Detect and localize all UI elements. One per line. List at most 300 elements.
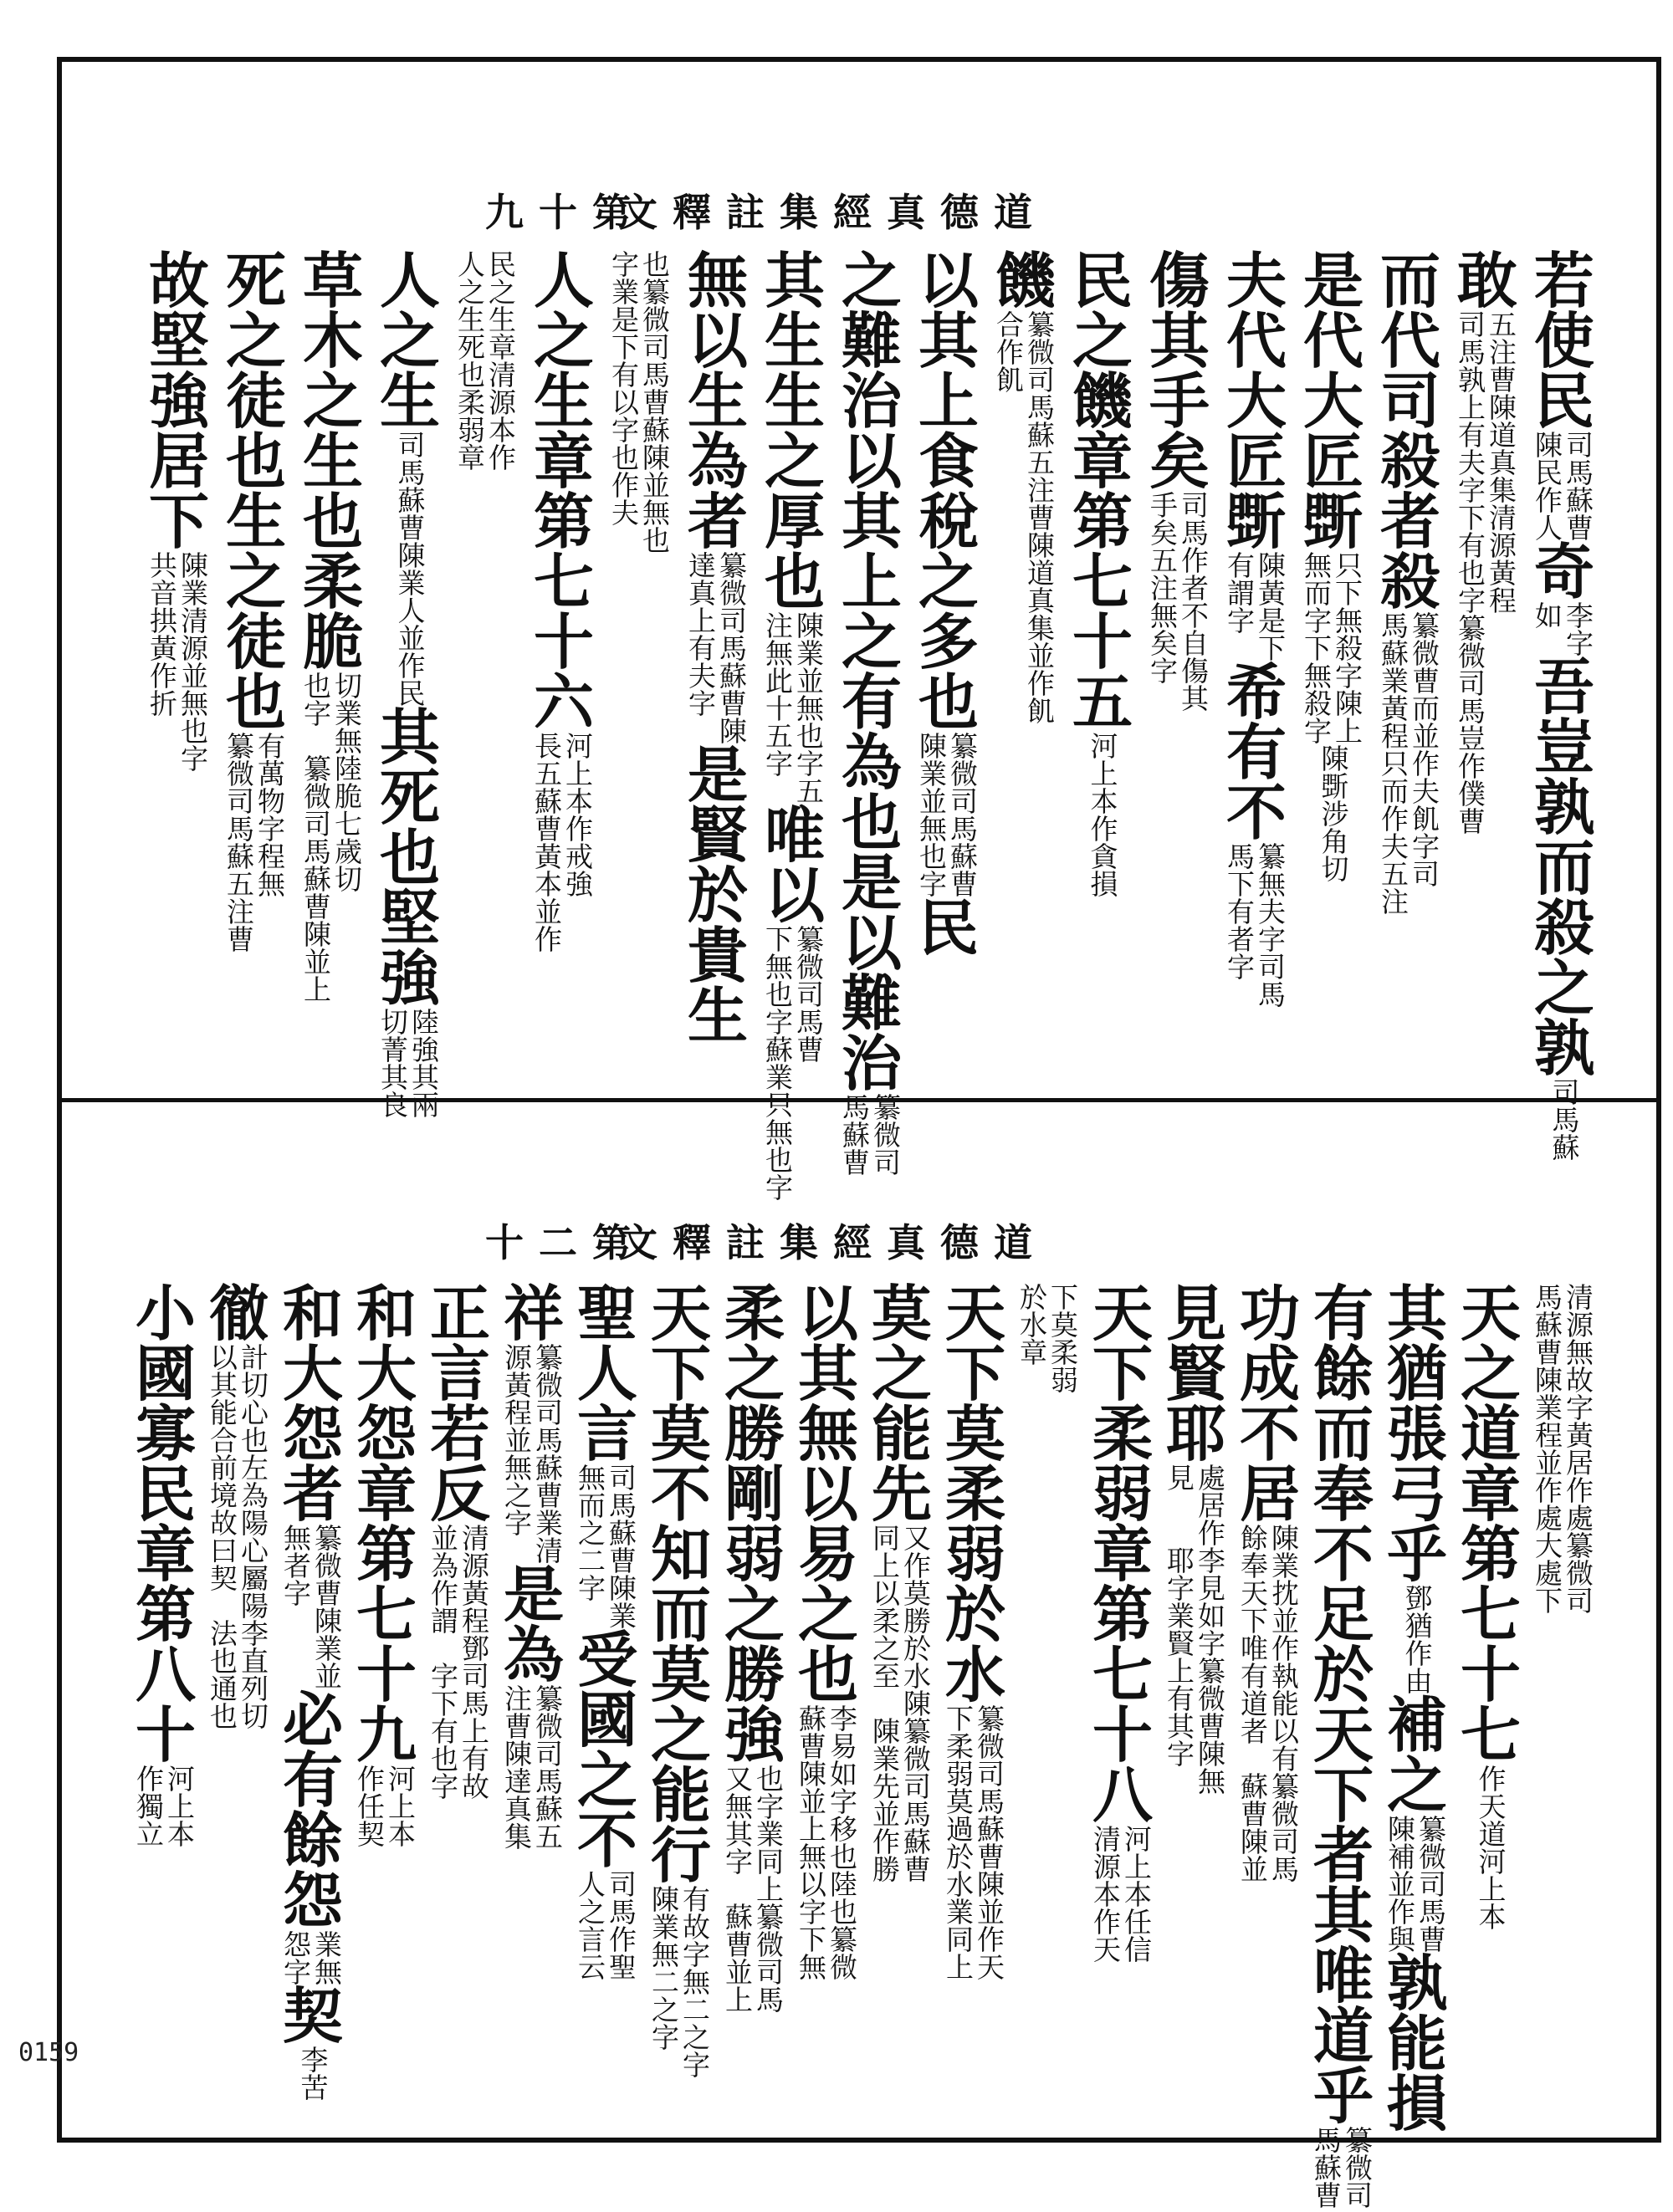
text-column — [992, 245, 1059, 728]
annotation-line — [1241, 1770, 1268, 1886]
annotation-glyph: 河 — [1478, 1846, 1507, 1878]
annotation-glyph: 業 — [1381, 665, 1409, 697]
annotation-glyph: 司 — [1458, 309, 1486, 341]
main-text-glyph: 下 — [1312, 1760, 1374, 1831]
annotation-glyph: 是 — [1258, 605, 1286, 637]
annotation — [1020, 1281, 1078, 1397]
main-text-glyph: 第 — [1072, 486, 1133, 557]
annotation-glyph: 能 — [1271, 1688, 1299, 1720]
annotation-glyph: 黃 — [1489, 557, 1517, 590]
main-text-glyph: 唯 — [764, 799, 825, 871]
annotation-glyph: 業 — [946, 1896, 974, 1928]
main-text-glyph: 脆 — [302, 606, 363, 677]
main-text-glyph: 天 — [1092, 1278, 1153, 1349]
main-text-glyph: 者 — [1379, 486, 1440, 557]
annotation-glyph: 注 — [1489, 336, 1517, 369]
annotation — [150, 549, 208, 775]
annotation-glyph: 柔 — [946, 1730, 974, 1763]
annotation-glyph: 蘇 — [1552, 1132, 1580, 1164]
annotation-glyph: 字 — [765, 1006, 793, 1039]
annotation-glyph: 上 — [946, 1951, 974, 1984]
annotation-glyph: 也 — [919, 840, 947, 873]
annotation-glyph: 兩 — [412, 1089, 439, 1121]
annotation-glyph: 並 — [397, 622, 426, 655]
annotation-glyph: 纂 — [1345, 2124, 1373, 2157]
annotation-line — [756, 1763, 784, 1906]
main-text-glyph: 生 — [225, 486, 286, 557]
annotation-glyph: 源 — [181, 632, 208, 665]
annotation-glyph: 清 — [535, 1535, 563, 1567]
annotation-line — [304, 755, 331, 1004]
annotation-glyph: 本 — [1124, 1878, 1152, 1911]
main-text-glyph: 若 — [429, 1398, 490, 1469]
main-text-glyph: 人 — [533, 245, 594, 316]
annotation-glyph: 下 — [1051, 1281, 1078, 1314]
annotation-glyph: 左 — [241, 1452, 269, 1484]
annotation-glyph: 司 — [304, 808, 331, 840]
annotation-glyph: 殺 — [1335, 632, 1363, 665]
annotation-glyph: 微 — [830, 1951, 857, 1984]
main-text-glyph: 之 — [871, 1338, 932, 1409]
annotation-glyph: 蘇 — [1381, 637, 1409, 670]
annotation-glyph: 七 — [335, 808, 362, 840]
main-text-glyph: 乎 — [1386, 1519, 1447, 1590]
annotation — [872, 1715, 931, 1886]
annotation-glyph: 故 — [210, 1507, 238, 1540]
annotation — [1402, 1582, 1433, 1698]
main-text-glyph: 七 — [356, 1579, 417, 1650]
annotation-glyph: 字 — [830, 1785, 857, 1818]
annotation-glyph: 字 — [1458, 474, 1486, 507]
annotation-glyph: 也 — [458, 359, 485, 391]
annotation-glyph: 上 — [1124, 1851, 1152, 1883]
main-text-glyph: 六 — [533, 667, 594, 738]
main-text-glyph: 行 — [650, 1820, 711, 1891]
annotation-glyph: 也 — [611, 442, 639, 474]
text-column — [868, 1278, 935, 1886]
text-column — [132, 1278, 199, 1851]
annotation-glyph: 大 — [1535, 1530, 1563, 1562]
annotation — [210, 1341, 269, 1622]
main-text-glyph: 為 — [687, 426, 748, 497]
annotation-glyph: 上 — [872, 1550, 900, 1582]
annotation-line — [578, 1868, 606, 1984]
annotation-glyph: 怨 — [284, 1928, 311, 1961]
annotation-glyph: 馬 — [842, 1091, 870, 1124]
annotation-line — [1314, 2124, 1342, 2212]
main-text-glyph: 九 — [356, 1699, 417, 1770]
annotation-glyph: 微 — [756, 1928, 784, 1961]
main-text-glyph: 代 — [1302, 305, 1363, 376]
annotation-glyph: 纂 — [903, 1715, 931, 1748]
annotation-glyph: 有 — [462, 1743, 489, 1775]
annotation — [996, 309, 1055, 728]
annotation-glyph: 曹 — [504, 1710, 532, 1743]
annotation-glyph: 有 — [258, 730, 285, 763]
main-text-glyph: 寡 — [135, 1398, 196, 1469]
annotation-line — [381, 1006, 408, 1121]
annotation-glyph: 纂 — [1566, 1530, 1594, 1562]
annotation-glyph: 生 — [489, 304, 516, 336]
main-text-glyph: 成 — [1239, 1338, 1300, 1409]
annotation-glyph: 作 — [150, 660, 177, 692]
annotation-glyph: 任 — [1124, 1906, 1152, 1939]
text-column — [1384, 1278, 1450, 2139]
main-text-glyph: 豈 — [1533, 712, 1594, 783]
main-text-glyph: 唯 — [1312, 1940, 1374, 2011]
annotation-line — [357, 1763, 385, 1851]
annotation-glyph: 道 — [1489, 419, 1517, 452]
annotation-glyph: 並 — [1027, 640, 1055, 672]
annotation-glyph: 弱 — [1051, 1364, 1078, 1397]
annotation-glyph: 五 — [1381, 858, 1409, 891]
main-text-glyph: 人 — [379, 245, 440, 316]
main-text-glyph: 代 — [1379, 305, 1440, 376]
annotation-line — [397, 429, 426, 710]
text-column — [1310, 1278, 1377, 2212]
main-text-glyph: 七 — [1092, 1639, 1153, 1710]
main-text-glyph: 厚 — [764, 486, 825, 557]
main-text-glyph: 言 — [429, 1338, 490, 1409]
annotation-glyph: 斲 — [1321, 770, 1349, 803]
annotation-glyph: 注 — [1150, 572, 1178, 605]
annotation-glyph: 夫 — [688, 660, 716, 692]
main-text-glyph: 也 — [918, 667, 979, 738]
text-column — [1146, 245, 1213, 715]
main-text-glyph: 七 — [1460, 1579, 1521, 1650]
annotation-glyph: 曹 — [796, 1034, 824, 1066]
annotation-glyph: 作 — [1566, 1474, 1594, 1507]
main-text-glyph: 生 — [302, 426, 363, 497]
main-text-glyph: 不 — [1239, 1398, 1300, 1469]
annotation-glyph: 與 — [1388, 1923, 1415, 1956]
annotation-glyph: 馬 — [304, 835, 331, 868]
annotation-glyph: 作 — [1388, 1896, 1415, 1928]
annotation-glyph: 如 — [1535, 600, 1563, 632]
annotation-glyph: 蘇 — [903, 1826, 931, 1858]
annotation — [504, 1685, 563, 1851]
annotation-glyph: 陳 — [642, 442, 670, 474]
annotation-glyph: 作 — [1404, 1637, 1433, 1670]
annotation-glyph: 苦 — [300, 2072, 329, 2104]
annotation-glyph: 清 — [1566, 1281, 1594, 1314]
annotation-glyph: 折 — [150, 687, 177, 720]
annotation-glyph: 字 — [611, 414, 639, 447]
annotation-line — [210, 1617, 238, 1733]
main-text-glyph: 之 — [841, 606, 902, 677]
annotation-line — [1404, 1582, 1433, 1698]
annotation-glyph: 微 — [642, 304, 670, 336]
main-text-glyph: 奉 — [1312, 1458, 1374, 1530]
annotation-line — [431, 1522, 458, 1663]
annotation-glyph: 有 — [1227, 896, 1255, 928]
annotation-glyph: 以 — [1271, 1715, 1299, 1748]
annotation-glyph: 字 — [796, 748, 824, 780]
main-text-glyph: 之 — [797, 1579, 858, 1650]
annotation-glyph: 作 — [1478, 1763, 1507, 1796]
annotation-glyph: 黃 — [1566, 1419, 1594, 1452]
annotation-glyph: 曹 — [304, 891, 331, 923]
main-text-glyph: 以 — [797, 1458, 858, 1530]
main-text-glyph: 若 — [1533, 245, 1594, 316]
annotation-glyph: 本 — [565, 785, 593, 818]
annotation-glyph: 曹 — [315, 1577, 342, 1610]
main-text-glyph: 能 — [871, 1398, 932, 1469]
annotation-glyph: 清 — [1093, 1823, 1121, 1856]
annotation-glyph: 有 — [688, 632, 716, 665]
annotation-glyph: 河 — [167, 1763, 195, 1796]
annotation-glyph: 之 — [652, 1994, 679, 2026]
main-text-glyph: 其 — [1386, 1278, 1447, 1349]
annotation-glyph: 馬 — [756, 1984, 784, 2016]
annotation-glyph: 微 — [1458, 640, 1486, 672]
annotation-glyph: 賢 — [1167, 1627, 1195, 1660]
annotation-line — [241, 1341, 269, 1622]
annotation-glyph: 河 — [1090, 730, 1118, 763]
main-text-glyph: 堅 — [379, 882, 440, 953]
annotation-glyph: 章 — [1020, 1336, 1047, 1369]
annotation-glyph: 業 — [181, 577, 208, 610]
main-text-glyph: 十 — [356, 1639, 417, 1710]
annotation-line — [1381, 612, 1409, 916]
main-text-glyph: 國 — [576, 1684, 637, 1755]
annotation-glyph: 切 — [241, 1700, 269, 1733]
annotation-glyph: 注 — [504, 1683, 532, 1715]
annotation-glyph: 蘇 — [799, 1703, 826, 1735]
main-text-glyph: 大 — [356, 1338, 417, 1409]
annotation — [304, 670, 362, 758]
main-text-glyph: 希 — [1225, 656, 1287, 728]
annotation-glyph: 民 — [489, 248, 516, 281]
main-text-glyph: 堅 — [148, 305, 209, 376]
annotation-glyph: 陳 — [872, 1715, 900, 1748]
main-text-glyph: 也 — [379, 822, 440, 893]
annotation-glyph: 字 — [919, 868, 947, 901]
annotation-glyph: 之 — [504, 1479, 532, 1512]
annotation-glyph: 也 — [765, 1144, 793, 1177]
annotation-glyph: 業 — [919, 758, 947, 790]
annotation-glyph: 作 — [1535, 484, 1563, 517]
annotation-glyph: 微 — [719, 577, 747, 610]
annotation-glyph: 聖 — [609, 1951, 637, 1984]
annotation-glyph: 曹 — [903, 1853, 931, 1886]
annotation-glyph: 河 — [565, 730, 593, 763]
main-text-glyph: 國 — [135, 1338, 196, 1409]
annotation-glyph: 下 — [611, 331, 639, 364]
annotation-glyph: 司 — [756, 1956, 784, 1989]
annotation-line — [1566, 600, 1594, 660]
annotation-line — [756, 1903, 784, 2014]
annotation-glyph: 纂 — [756, 1901, 784, 1934]
annotation-glyph: 司 — [535, 1738, 563, 1770]
annotation — [688, 549, 747, 748]
annotation — [1381, 612, 1440, 916]
annotation-glyph: 而 — [578, 1489, 606, 1522]
main-text-glyph: 柔 — [944, 1458, 1005, 1530]
annotation-glyph: 信 — [1124, 1934, 1152, 1966]
annotation-line — [1227, 549, 1255, 662]
annotation-line — [181, 549, 208, 775]
main-text-glyph: 必 — [282, 1684, 343, 1755]
annotation-glyph: 十 — [765, 692, 793, 725]
annotation-glyph: 強 — [565, 868, 593, 901]
annotation-glyph: 注 — [765, 610, 793, 642]
annotation-glyph: 源 — [504, 1341, 532, 1374]
annotation-glyph: 弱 — [458, 414, 485, 447]
annotation-line — [1181, 489, 1209, 715]
annotation-glyph: 曹 — [1314, 2179, 1342, 2212]
annotation-glyph: 獨 — [136, 1791, 164, 1823]
main-text-glyph: 生 — [764, 305, 825, 376]
annotation-glyph: 清 — [1489, 502, 1517, 534]
main-text-glyph: 章 — [1460, 1458, 1521, 1530]
main-text-glyph: 難 — [841, 305, 902, 376]
annotation — [1167, 1462, 1225, 1550]
annotation-glyph: 李 — [1198, 1545, 1225, 1577]
main-text-glyph: 聖 — [576, 1278, 637, 1349]
annotation-glyph: 黃 — [1258, 577, 1286, 610]
annotation-glyph: 人 — [397, 595, 426, 627]
annotation-glyph: 有 — [1458, 419, 1486, 452]
annotation-glyph: 集 — [504, 1821, 532, 1853]
text-column — [1223, 245, 1290, 1011]
annotation-glyph: 曹 — [609, 1545, 637, 1577]
annotation-glyph: 其 — [725, 1818, 753, 1851]
annotation — [652, 1883, 710, 2082]
annotation-glyph: 源 — [1566, 1309, 1594, 1341]
annotation-glyph: 切 — [1321, 853, 1349, 886]
annotation-line — [1090, 730, 1118, 901]
annotation-glyph: 云 — [578, 1951, 606, 1984]
annotation-glyph: 源 — [1093, 1851, 1121, 1883]
annotation-glyph: 脆 — [335, 780, 362, 813]
annotation-line — [1167, 1547, 1195, 1796]
main-text-glyph: 是 — [1302, 245, 1363, 316]
annotation-glyph: 心 — [241, 1535, 269, 1567]
annotation-glyph: 而 — [1412, 692, 1440, 725]
annotation-glyph: 蘇 — [765, 1034, 793, 1066]
annotation — [1304, 549, 1363, 748]
main-text-glyph: 五 — [1072, 667, 1133, 738]
annotation-glyph: 字 — [1167, 1738, 1195, 1770]
main-text-glyph: 為 — [841, 727, 902, 798]
annotation-glyph: 馬 — [796, 1006, 824, 1039]
annotation-glyph: 契 — [210, 1562, 238, 1595]
annotation-glyph: 無 — [919, 813, 947, 845]
bottom-header-section: 第二十 — [485, 1220, 646, 1265]
annotation-glyph: 移 — [830, 1813, 857, 1846]
annotation-glyph: 五 — [1489, 309, 1517, 341]
annotation-glyph: 司 — [609, 1462, 637, 1494]
annotation — [1167, 1547, 1225, 1796]
annotation-glyph: 並 — [1388, 1868, 1415, 1901]
main-text-glyph: 居 — [1239, 1458, 1300, 1530]
annotation-glyph: 二 — [578, 1545, 606, 1577]
annotation-glyph: 曹 — [1241, 1798, 1268, 1831]
annotation-glyph: 並 — [919, 785, 947, 818]
annotation-glyph: 字 — [1227, 605, 1255, 637]
annotation-glyph: 纂 — [873, 1091, 901, 1124]
main-text-glyph: 小 — [135, 1278, 196, 1349]
annotation-glyph: 下 — [946, 1703, 974, 1735]
annotation-glyph: 纂 — [642, 276, 670, 309]
main-text-glyph: 下 — [148, 486, 209, 557]
annotation-glyph: 居 — [1566, 1447, 1594, 1479]
main-text-glyph: 第 — [135, 1579, 196, 1650]
annotation-glyph: 作 — [489, 442, 516, 474]
main-text-glyph: 生 — [379, 365, 440, 437]
annotation-glyph: 見 — [1198, 1572, 1225, 1605]
annotation-glyph: 達 — [504, 1765, 532, 1798]
main-text-glyph: 手 — [1149, 365, 1210, 437]
main-text-glyph: 之 — [225, 305, 286, 376]
annotation-glyph: 司 — [977, 1758, 1005, 1791]
annotation-line — [903, 1715, 931, 1886]
annotation-glyph: 只 — [1335, 549, 1363, 582]
main-text-glyph: 難 — [841, 968, 902, 1039]
annotation-glyph: 有 — [683, 1883, 710, 1916]
annotation — [725, 1903, 784, 2014]
main-text-glyph: 死 — [379, 762, 440, 833]
annotation-glyph: 如 — [1198, 1600, 1225, 1632]
annotation-glyph: 勝 — [872, 1853, 900, 1886]
annotation — [1227, 840, 1286, 1011]
annotation-line — [683, 1883, 710, 2082]
annotation-glyph: 夫 — [1381, 830, 1409, 863]
annotation-glyph: 之 — [578, 1517, 606, 1550]
annotation-glyph: 微 — [1412, 637, 1440, 670]
annotation-glyph: 有 — [431, 1715, 458, 1748]
main-text-glyph: 饑 — [1072, 365, 1133, 437]
main-text-glyph: 契 — [282, 1980, 343, 2051]
annotation-glyph: 真 — [688, 577, 716, 610]
annotation-glyph: 字 — [725, 1846, 753, 1878]
annotation-glyph: 無 — [1150, 600, 1178, 632]
annotation-glyph: 纂 — [1419, 1813, 1446, 1846]
annotation-glyph: 蘇 — [950, 840, 978, 873]
annotation-glyph: 作 — [611, 469, 639, 502]
main-text-glyph: 孰 — [1533, 772, 1594, 843]
annotation-glyph: 業 — [535, 1507, 563, 1540]
main-text-glyph: 民 — [1072, 245, 1133, 316]
annotation-glyph: 曹 — [227, 923, 254, 956]
main-text-glyph: 而 — [1379, 245, 1440, 316]
annotation — [1476, 1763, 1507, 1934]
annotation-glyph: 夫 — [1458, 447, 1486, 479]
text-column — [223, 245, 289, 956]
main-text-glyph: 食 — [918, 426, 979, 497]
annotation-glyph: 本 — [1478, 1901, 1507, 1934]
annotation-glyph: 司 — [1181, 489, 1209, 522]
main-text-glyph: 斲 — [1225, 486, 1287, 557]
text-column — [500, 1278, 567, 1853]
annotation-glyph: 切 — [381, 1006, 408, 1039]
annotation-glyph: 馬 — [1181, 517, 1209, 549]
annotation-glyph: 纂 — [830, 1923, 857, 1956]
main-text-glyph: 之 — [1072, 305, 1133, 376]
annotation-glyph: 馬 — [950, 813, 978, 845]
annotation-line — [431, 1660, 458, 1803]
annotation-glyph: 黃 — [504, 1369, 532, 1402]
annotation-glyph: 字 — [1167, 1572, 1195, 1605]
main-text-glyph: 勝 — [724, 1639, 785, 1710]
annotation-glyph: 如 — [830, 1758, 857, 1791]
annotation-line — [1258, 840, 1286, 1011]
main-text-glyph: 言 — [576, 1398, 637, 1469]
annotation-glyph: 下 — [431, 1688, 458, 1720]
annotation-glyph: 真 — [1489, 447, 1517, 479]
annotation — [1458, 309, 1517, 838]
